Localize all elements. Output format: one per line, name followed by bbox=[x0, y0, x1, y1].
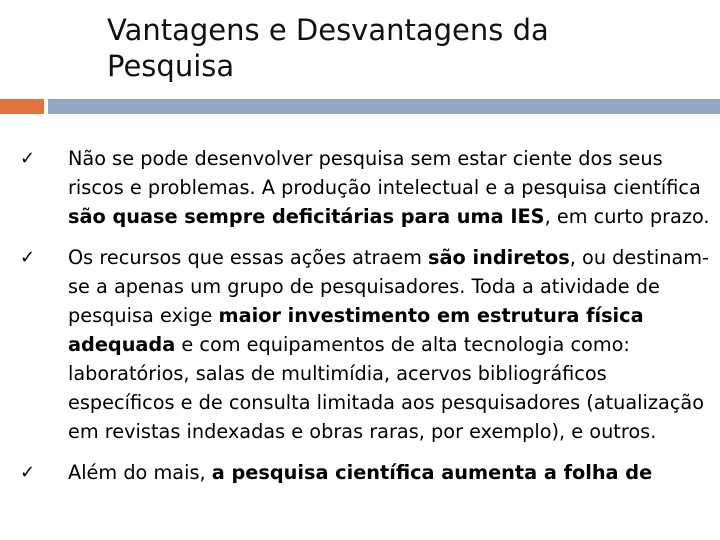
slide-title-line-1: Vantagens e Desvantagens da bbox=[107, 13, 549, 47]
title-accent-bar bbox=[48, 99, 720, 114]
bullet-text: , ou destinam-se a apenas um grupo de pesquisadores. Toda a atividade de pesquisa exige bbox=[68, 246, 710, 327]
bullet-text: Os recursos que essas ações atraem bbox=[68, 246, 429, 269]
bullet-text: Não se pode desenvolver pesquisa sem estar ciente dos seus riscos e problemas. A produção intelectual e a pesquisa científica bbox=[68, 147, 701, 199]
bullet-emphasis: a pesquisa científica aumenta a folha de bbox=[211, 461, 653, 484]
title-accent-block bbox=[0, 99, 44, 114]
bullet-emphasis: maior investimento em estrutura física adequada bbox=[68, 304, 644, 356]
bullet-text: Além do mais, bbox=[68, 461, 212, 484]
bullet-item bbox=[20, 458, 712, 487]
slide-title bbox=[107, 12, 707, 84]
bullet-text: e com equipamentos de alta tecnologia como: laboratórios, salas de multimídia, acervos bibliográficos específicos e de consulta limitada aos pesquisadores (atualização em revistas indexadas e obras raras, por exemplo), e outros. bbox=[68, 333, 705, 443]
bullet-emphasis: são indiretos bbox=[428, 246, 570, 269]
bullet-text: , em curto prazo. bbox=[544, 205, 710, 228]
bullet-item bbox=[20, 144, 712, 231]
bullet-list bbox=[20, 144, 712, 499]
checkmark-icon: ✓ bbox=[20, 148, 36, 169]
bullet-emphasis: são quase sempre deficitárias para uma IES bbox=[68, 205, 545, 228]
checkmark-icon: ✓ bbox=[20, 462, 36, 483]
slide-title-line-2: Pesquisa bbox=[107, 49, 235, 83]
checkmark-icon: ✓ bbox=[20, 247, 36, 268]
bullet-item bbox=[20, 243, 712, 446]
